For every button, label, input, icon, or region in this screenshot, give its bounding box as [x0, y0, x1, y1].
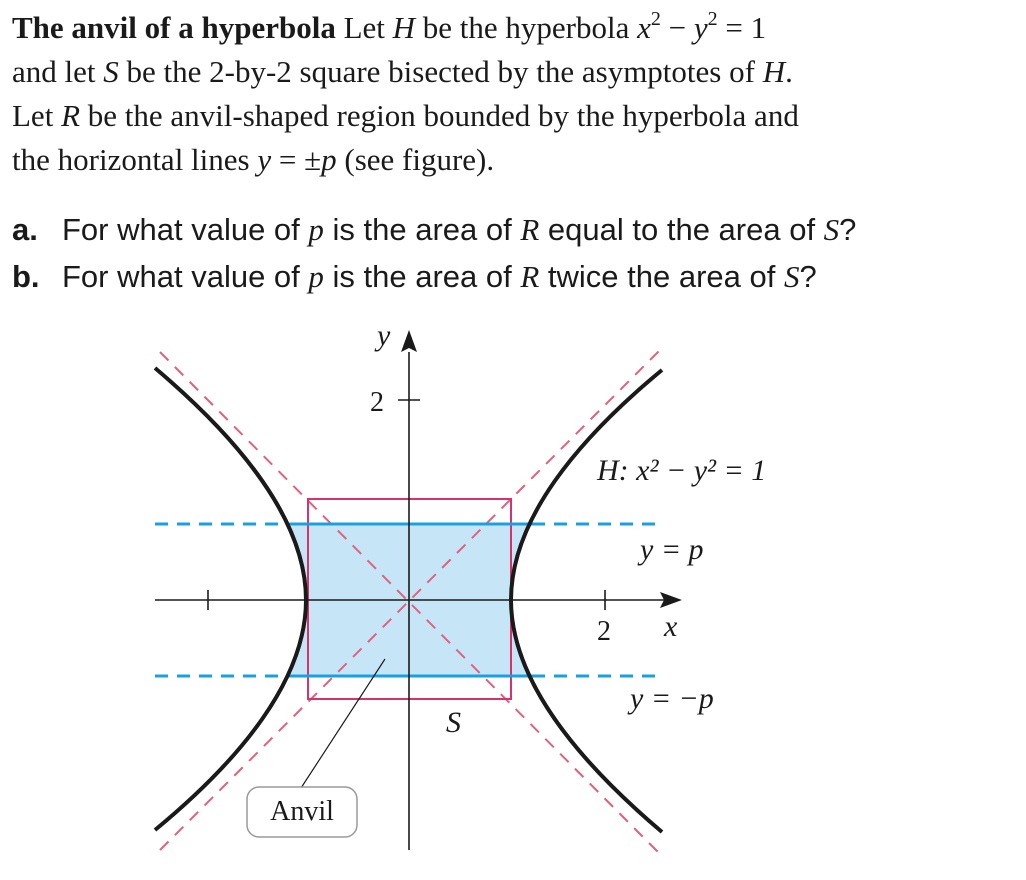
y-axis-label: y	[377, 319, 391, 352]
part-letter: b.	[12, 259, 40, 294]
var-H: H	[762, 54, 786, 89]
x-tick-2-label: 2	[597, 616, 611, 647]
text-fragment: Let	[12, 98, 62, 133]
var-y: y	[257, 142, 272, 177]
var-S: S	[783, 259, 800, 294]
y-tick-2-label: 2	[370, 387, 384, 418]
hyperbola-right-branch	[511, 370, 662, 832]
text-fragment: For what value of	[62, 259, 309, 294]
var-R: R	[520, 259, 540, 294]
hyperbola-left-branch	[155, 368, 306, 830]
eq-exp-x: 2	[650, 8, 661, 30]
anvil-leader-line	[301, 659, 385, 788]
eq-y: y	[693, 10, 708, 45]
var-R: R	[61, 98, 80, 133]
anvil-label: Anvil	[270, 796, 334, 827]
text-fragment: (see figure).	[336, 142, 495, 177]
var-p: p	[321, 142, 337, 177]
line-y-minus-p-label: y = −p	[630, 682, 714, 715]
var-R: R	[520, 212, 540, 247]
text-fragment: = ±	[271, 142, 322, 177]
var-S: S	[823, 212, 840, 247]
text-fragment: the horizontal lines	[12, 142, 258, 177]
eq-x: x	[637, 10, 651, 45]
var-S: S	[103, 54, 119, 89]
eq-minus: −	[660, 10, 694, 45]
part-letter: a.	[12, 212, 38, 247]
text-fragment: is the area of	[323, 212, 521, 247]
text-fragment: equal to the area of	[539, 212, 824, 247]
eq-rhs: = 1	[717, 10, 767, 45]
text-fragment: twice the area of	[539, 259, 784, 294]
text-fragment: Let	[335, 10, 393, 45]
square-S-label: S	[446, 706, 461, 739]
text-fragment: and let	[12, 54, 104, 89]
var-p: p	[308, 259, 324, 294]
var-H: H	[392, 10, 416, 45]
text-fragment: ?	[799, 259, 817, 294]
text-fragment: be the anvil-shaped region bounded by the hyperbola and	[80, 98, 799, 133]
x-axis-label: x	[664, 610, 678, 643]
line-y-p-label: y = p	[640, 533, 704, 566]
text-fragment: be the hyperbola	[415, 10, 638, 45]
text-fragment: is the area of	[323, 259, 521, 294]
text-fragment: be the 2-by-2 square bisected by the asymptotes of	[118, 54, 763, 89]
var-p: p	[308, 212, 324, 247]
hyperbola-equation-label: H: x² − y² = 1	[597, 454, 767, 487]
text-fragment: For what value of	[62, 212, 309, 247]
text-fragment: .	[785, 54, 793, 89]
eq-exp-y: 2	[707, 8, 718, 30]
text-fragment: ?	[839, 212, 857, 247]
y-axis-arrow	[401, 330, 417, 352]
problem-title: The anvil of a hyperbola	[12, 10, 336, 45]
